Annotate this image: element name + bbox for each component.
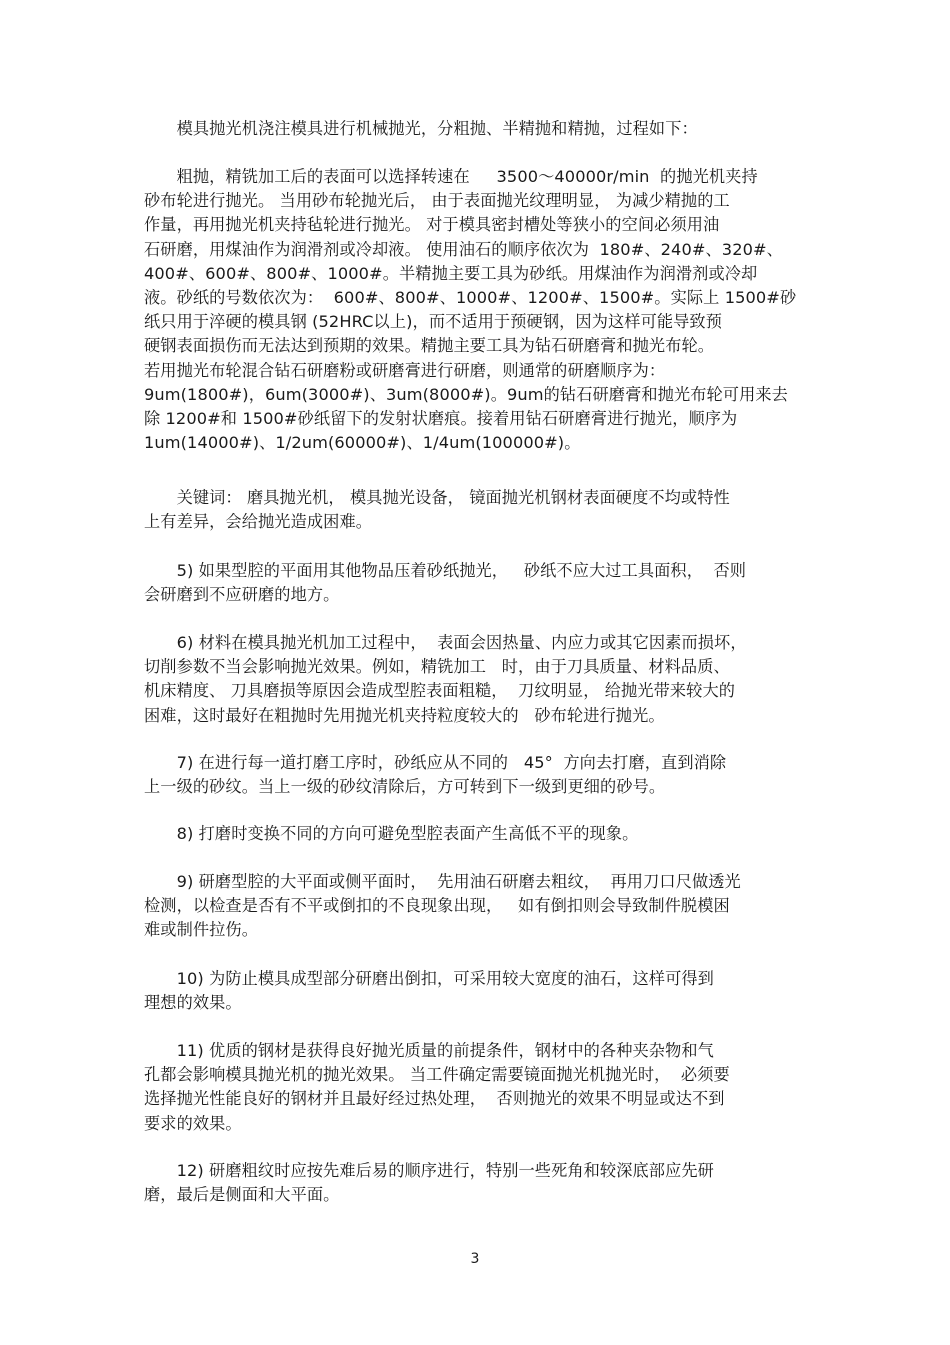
text-line: 砂布轮进行抛光。 当用砂布轮抛光后， 由于表面抛光纹理明显， 为减少精抛的工 bbox=[144, 191, 730, 211]
text-line: 液。砂纸的号数依次为： 600#、800#、1000#、1200#、1500#。实际上 1500#砂 bbox=[144, 288, 797, 307]
text-line: 困难，这时最好在粗抛时先用抛光机夹持粒度较大的 砂布轮进行抛光。 bbox=[144, 705, 665, 725]
text-line: 9) 研磨型腔的大平面或侧平面时， 先用油石研磨去粗纹， 再用刀口尺做透光 bbox=[144, 872, 741, 891]
text-line: 11) 优质的钢材是获得良好抛光质量的前提条件，钢材中的各种夹杂物和气 bbox=[144, 1041, 714, 1060]
text-line: 硬钢表面损伤而无法达到预期的效果。精抛主要工具为钻石研磨膏和抛光布轮。 bbox=[144, 336, 715, 356]
text-line: 10) 为防止模具成型部分研磨出倒扣，可采用较大宽度的油石，这样可得到 bbox=[144, 969, 714, 988]
text-line: 粗抛，精铣加工后的表面可以选择转速在 3500～40000r/min 的抛光机夹持 bbox=[144, 167, 758, 186]
text-line: 8) 打磨时变换不同的方向可避免型腔表面产生高低不平的现象。 bbox=[144, 824, 639, 843]
text-line: 6) 材料在模具抛光机加工过程中， 表面会因热量、内应力或其它因素而损坏， bbox=[144, 633, 747, 652]
text-line: 9um(1800#)，6um(3000#)、3um(8000#)。9um的钻石研磨膏和抛光布轮可用来去 bbox=[144, 384, 788, 404]
text-line: 上有差异，会给抛光造成困难。 bbox=[144, 512, 373, 532]
text-line: 切削参数不当会影响抛光效果。例如，精铣加工 时，由于刀具质量、材料品质、 bbox=[144, 657, 730, 677]
text-line: 400#、600#、800#、1000#。半精抛主要工具为砂纸。用煤油作为润滑剂或冷却 bbox=[144, 263, 758, 283]
text-line: 孔都会影响模具抛光机的抛光效果。 当工件确定需要镜面抛光机抛光时， 必须要 bbox=[144, 1065, 730, 1085]
text-line: 模具抛光机浇注模具进行机械抛光，分粗抛、半精抛和精抛，过程如下： bbox=[144, 119, 698, 138]
text-line: 1um(14000#)、1/2um(60000#)、1/4um(100000#)。 bbox=[144, 433, 581, 453]
text-line: 纸只用于淬硬的模具钢 (52HRC以上)，而不适用于预硬钢，因为这样可能导致预 bbox=[144, 312, 722, 332]
text-line: 会研磨到不应研磨的地方。 bbox=[144, 585, 340, 605]
text-line: 上一级的砂纹。当上一级的砂纹清除后，方可转到下一级到更细的砂号。 bbox=[144, 777, 666, 797]
text-line: 选择抛光性能良好的钢材并且最好经过热处理， 否则抛光的效果不明显或达不到 bbox=[144, 1089, 725, 1109]
text-line: 关键词： 磨具抛光机， 模具抛光设备， 镜面抛光机钢材表面硬度不均或特性 bbox=[144, 488, 730, 507]
text-line: 12) 研磨粗纹时应按先难后易的顺序进行，特别一些死角和较深底部应先研 bbox=[144, 1161, 714, 1180]
text-line: 检测，以检查是否有不平或倒扣的不良现象出现， 如有倒扣则会导致制件脱模困 bbox=[144, 896, 730, 916]
page-number: 3 bbox=[470, 1251, 480, 1267]
text-line: 难或制件拉伤。 bbox=[144, 920, 259, 940]
text-line: 除 1200#和 1500#砂纸留下的发射状磨痕。接着用钻石研磨膏进行抛光，顺序为 bbox=[144, 409, 738, 428]
text-line: 磨，最后是侧面和大平面。 bbox=[144, 1185, 340, 1205]
text-line: 若用抛光布轮混合钻石研磨粉或研磨膏进行研磨，则通常的研磨顺序为： bbox=[144, 360, 666, 380]
text-line: 5) 如果型腔的平面用其他物品压着砂纸抛光， 砂纸不应大过工具面积， 否则 bbox=[144, 561, 747, 580]
text-line: 要求的效果。 bbox=[144, 1113, 242, 1133]
text-line: 作量，再用抛光机夹持毡轮进行抛光。 对于模具密封槽处等狭小的空间必须用油 bbox=[144, 215, 720, 235]
text-line: 机床精度、 刀具磨损等原因会造成型腔表面粗糙， 刀纹明显， 给抛光带来较大的 bbox=[144, 681, 736, 701]
text-line: 石研磨，用煤油作为润滑剂或冷却液。 使用油石的顺序依次为 180#、240#、320#、 bbox=[144, 239, 783, 259]
text-line: 7) 在进行每一道打磨工序时，砂纸应从不同的 45° 方向去打磨，直到消除 bbox=[144, 753, 727, 772]
text-line: 理想的效果。 bbox=[144, 993, 242, 1013]
